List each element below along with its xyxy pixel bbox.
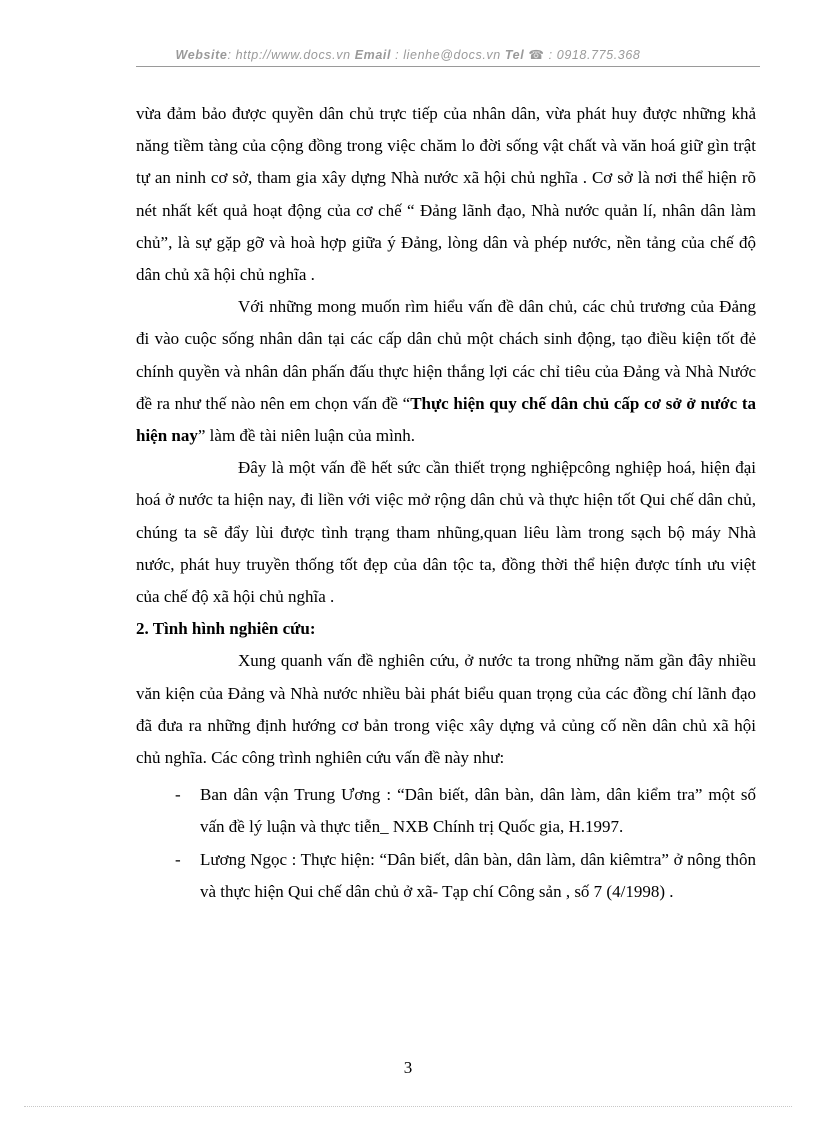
email-label: Email [354, 48, 392, 62]
page-number: 3 [403, 1058, 413, 1077]
list-item [136, 779, 756, 843]
list-dash: - [175, 785, 181, 805]
section-heading-2: 2. Tình hình nghiên cứu: [136, 619, 316, 639]
paragraph-4: Xung quanh vấn đề nghiên cứu, ở nước ta trong những năm gần đây nhiều văn kiện của Đảng và Nhà nước nhiều bài phát biểu quan trọng của các đồng chí lãnh đạo đã đưa ra những định hướng cơ bản trong việc xây dựng vả củng cố nền dân chủ xã hội chủ nghĩa. Các công trình nghiên cứu vấn đề này như: [136, 651, 756, 768]
paragraph-2 [136, 291, 756, 452]
list-item-text: Lương Ngọc : Thực hiện: “Dân biết, dân bàn, dân làm, dân kiêmtra” ở nông thôn và thực hiện Qui chế dân chủ ở xã- Tạp chí Công sản , số 7 (4/1998) . [200, 849, 756, 901]
header-divider [136, 66, 760, 67]
reference-list [136, 779, 756, 908]
website-separator: : [227, 48, 236, 62]
email-value: lienhe@docs.vn [403, 48, 501, 62]
tel-value: 0918.775.368 [556, 48, 641, 62]
website-url: http://www.docs.vn [235, 48, 351, 62]
page-header [0, 47, 816, 62]
list-item-text: Ban dân vận Trung Ương : “Dân biết, dân bàn, dân làm, dân kiểm tra” một số vấn đề lý luận và thực tiễn_ NXB Chính trị Quốc gia, H.1997. [200, 785, 756, 837]
paragraph-2-topic-bold: Thực hiện quy chế dân chủ cấp cơ sở ở nước ta hiện nay [136, 393, 756, 446]
tel-separator: ☎ : [524, 48, 557, 62]
list-dash: - [175, 849, 181, 869]
website-label: Website [175, 48, 228, 62]
paragraph-1: vừa đảm bảo được quyền dân chủ trực tiếp của nhân dân, vừa phát huy được những khả năng tiềm tàng của cộng đồng trong việc chăm lo đời sống vật chất và văn hoá giữ gìn trật tự an ninh cơ sở, tham gia xây dựng Nhà nước xã hội chủ nghĩa . Cơ sở là nơi thể hiện rõ nét nhất kết quả hoạt động của cơ chế “ Đảng lãnh đạo, Nhà nước quản lí, nhân dân làm chủ”, là sự gặp gỡ và hoà hợp giữa ý Đảng, lòng dân và phép nước, nền tảng của chế độ dân chủ xã hội chủ nghĩa . [136, 104, 756, 285]
footer-divider [24, 1106, 792, 1107]
paragraph-2-text-before: Với những mong muốn rìm hiểu vấn đề dân chủ, các chủ trương của Đảng đi vào cuộc sống nhân dân tại các cấp dân chủ một chách sinh động, tạo điều kiện tốt đẻ chính quyền và nhân dân phấn đấu thực hiện thắng lợi các chỉ tiêu của Đảng và Nhà Nước đề ra như thế nào nên em chọn vấn đề “ [136, 297, 756, 413]
paragraph-3: Đây là một vấn đề hết sức cần thiết trọng nghiệpcông nghiệp hoá, hiện đại hoá ở nước ta hiện nay, đi liền với việc mở rộng dân chủ và thực hiện tốt Qui chế dân chủ, chúng ta sẽ đẩy lùi được tình trạng tham nhũng,quan liêu làm trong sạch bộ máy Nhà nước, phát huy truyền thống tốt đẹp của dân tộc ta, đồng thời thể hiện được tính ưu việt của chế độ xã hội chủ nghĩa . [136, 458, 756, 607]
paragraph-2-text-after: ” làm đề tài niên luận của mình. [197, 426, 416, 446]
list-item [136, 844, 756, 908]
tel-label: Tel [504, 48, 525, 62]
email-separator: : [391, 48, 404, 62]
document-body [136, 98, 756, 908]
